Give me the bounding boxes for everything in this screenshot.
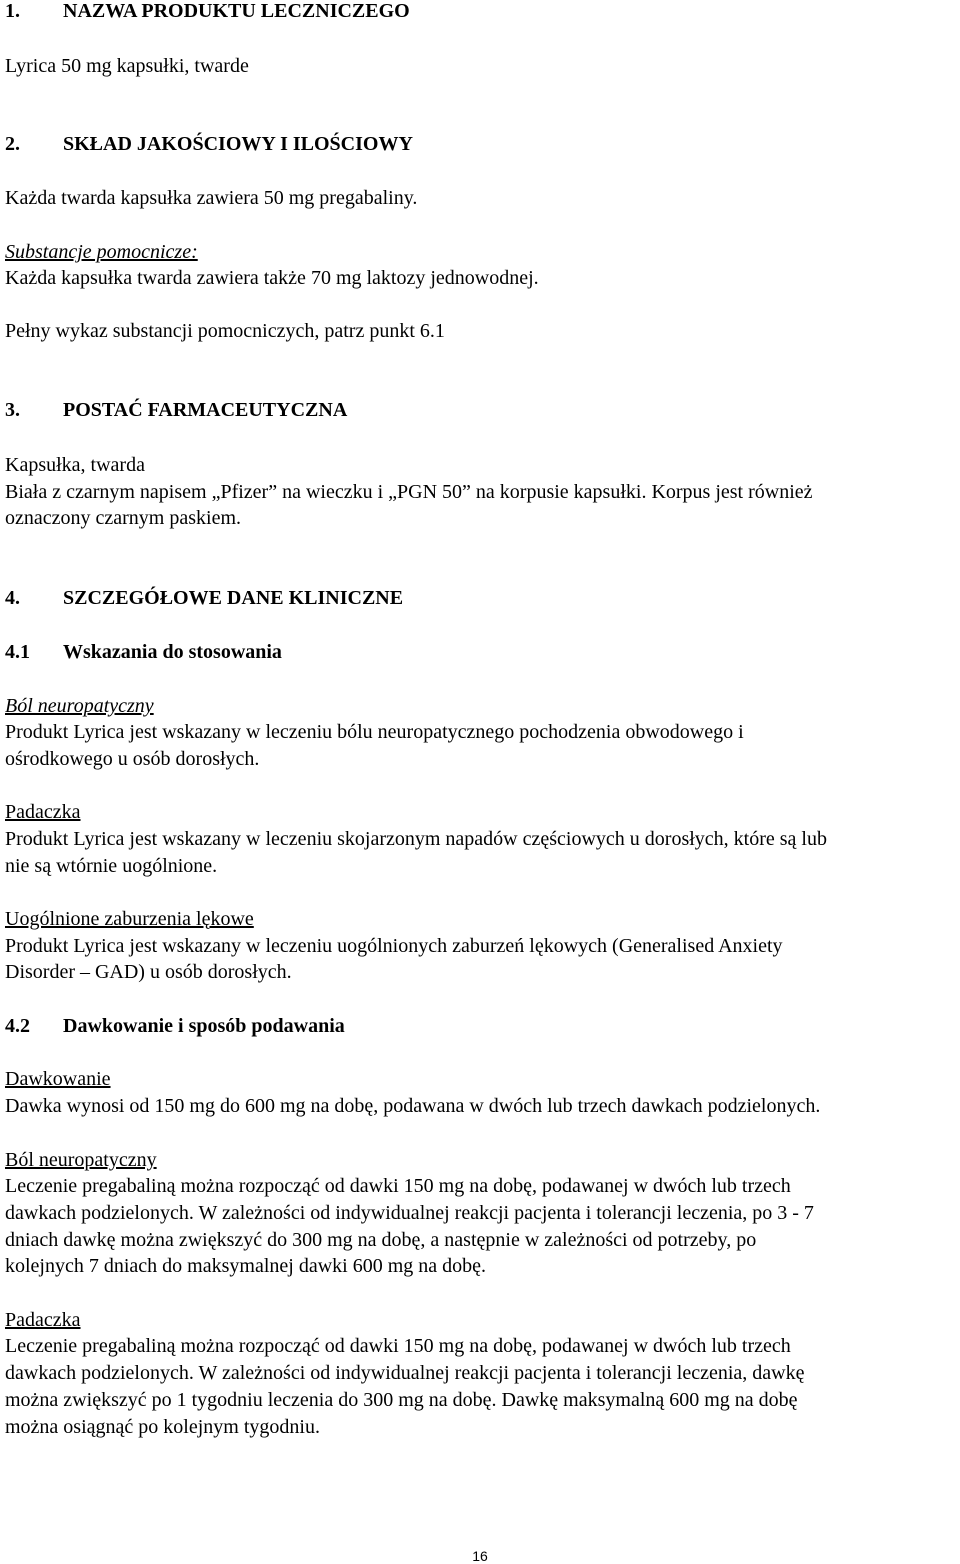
dosage-heading: Dawkowanie [5, 1068, 111, 1090]
indication-epilepsy-line-2: nie są wtórnie uogólnione. [5, 855, 218, 877]
section-4-heading [5, 585, 403, 611]
indication-neuropathic-line-2: ośrodkowego u osób dorosłych. [5, 748, 260, 770]
capsule-description-line-2: oznaczony czarnym paskiem. [5, 507, 242, 529]
dosage-epilepsy-line-2: dawkach podzielonych. W zależności od indywidualnej reakcji pacjenta i tolerancji leczenia, dawkę [5, 1362, 805, 1384]
section-4-1-heading [5, 639, 282, 665]
dosage-neuropathic-line-4: kolejnych 7 dniach do maksymalnej dawki 600 mg na dobę. [5, 1255, 487, 1277]
section-2-heading [5, 131, 413, 157]
section-4-1-number: 4.1 [5, 641, 30, 663]
section-3-number: 3. [5, 399, 20, 421]
dosage-epilepsy-line-1: Leczenie pregabaliną można rozpocząć od dawki 150 mg na dobę, podawanej w dwóch lub trzech [5, 1335, 791, 1357]
section-2-number: 2. [5, 133, 20, 155]
section-4-2-title: Dawkowanie i sposób podawania [63, 1015, 345, 1037]
section-4-2-number: 4.2 [5, 1015, 30, 1037]
section-4-number: 4. [5, 587, 20, 609]
indication-gad-line-1: Produkt Lyrica jest wskazany w leczeniu uogólnionych zaburzeń lękowych (Generalised Anxiety [5, 935, 783, 957]
page-number: 16 [472, 1548, 488, 1564]
pharmaceutical-form: Kapsułka, twarda [5, 454, 145, 476]
excipients-text: Każda kapsułka twarda zawiera także 70 mg laktozy jednowodnej. [5, 267, 539, 289]
excipients-heading: Substancje pomocnicze: [5, 241, 198, 263]
section-4-title: SZCZEGÓŁOWE DANE KLINICZNE [63, 587, 404, 609]
indication-epilepsy-line-1: Produkt Lyrica jest wskazany w leczeniu skojarzonym napadów częściowych u dorosłych, które są lub [5, 828, 827, 850]
dosage-epilepsy-heading: Padaczka [5, 1309, 81, 1331]
capsule-description-line-1: Biała z czarnym napisem „Pfizer” na wieczku i „PGN 50” na korpusie kapsułki. Korpus jest również [5, 481, 813, 503]
composition-text: Każda twarda kapsułka zawiera 50 mg pregabaliny. [5, 187, 418, 209]
section-4-2-heading [5, 1013, 345, 1039]
section-3-heading [5, 397, 347, 423]
section-3-title: POSTAĆ FARMACEUTYCZNA [63, 399, 348, 421]
dosage-neuropathic-line-3: dniach dawkę można zwiększyć do 300 mg na dobę, a następnie w zależności od potrzeby, po [5, 1229, 757, 1251]
product-name: Lyrica 50 mg kapsułki, twarde [5, 55, 249, 77]
dosage-neuropathic-line-1: Leczenie pregabaliną można rozpocząć od dawki 150 mg na dobę, podawanej w dwóch lub trzech [5, 1175, 791, 1197]
indication-gad-heading: Uogólnione zaburzenia lękowe [5, 908, 254, 930]
dosage-epilepsy-line-4: można osiągnąć po kolejnym tygodniu. [5, 1416, 320, 1438]
indication-gad-line-2: Disorder – GAD) u osób dorosłych. [5, 961, 292, 983]
indication-neuropathic-line-1: Produkt Lyrica jest wskazany w leczeniu bólu neuropatycznego pochodzenia obwodowego i [5, 721, 744, 743]
dosage-neuropathic-heading: Ból neuropatyczny [5, 1149, 157, 1171]
section-1-heading [5, 0, 410, 24]
dosage-epilepsy-line-3: można zwiększyć po 1 tygodniu leczenia do 300 mg na dobę. Dawkę maksymalną 600 mg na dobę [5, 1389, 798, 1411]
dosage-neuropathic-line-2: dawkach podzielonych. W zależności od indywidualnej reakcji pacjenta i tolerancji leczenia, po 3 - 7 [5, 1202, 814, 1224]
section-2-title: SKŁAD JAKOŚCIOWY I ILOŚCIOWY [63, 133, 413, 155]
section-4-1-title: Wskazania do stosowania [63, 641, 282, 663]
section-1-title: NAZWA PRODUKTU LECZNICZEGO [63, 0, 410, 22]
excipients-reference: Pełny wykaz substancji pomocniczych, patrz punkt 6.1 [5, 320, 445, 342]
indication-epilepsy-heading: Padaczka [5, 801, 81, 823]
dosage-line-1: Dawka wynosi od 150 mg do 600 mg na dobę, podawana w dwóch lub trzech dawkach podzielonych. [5, 1095, 821, 1117]
indication-neuropathic-heading: Ból neuropatyczny [5, 695, 154, 717]
section-1-number: 1. [5, 0, 20, 22]
